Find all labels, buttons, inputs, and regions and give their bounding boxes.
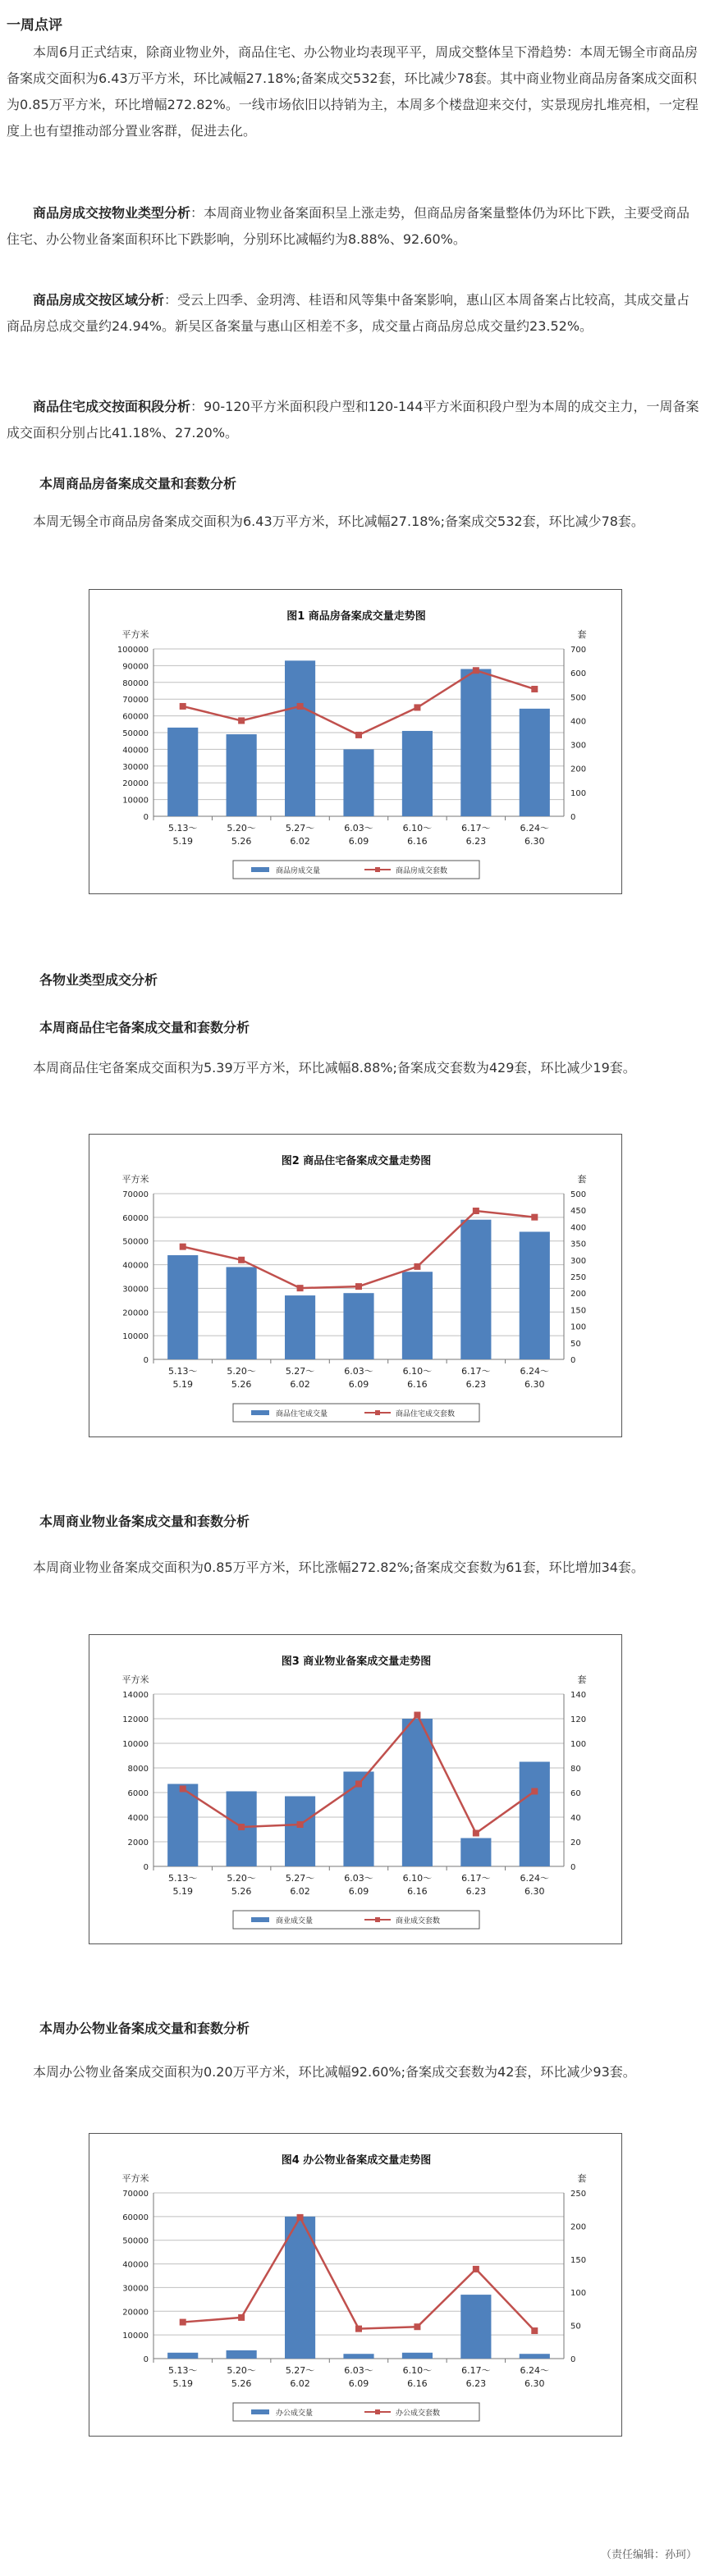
chart-2-svg xyxy=(89,1135,623,1438)
y-left-tick-label: 20000 xyxy=(122,2308,149,2318)
line-point xyxy=(355,732,362,738)
bar xyxy=(167,2353,198,2359)
line-point xyxy=(531,1788,538,1795)
bar xyxy=(285,1797,315,1867)
x-tick-label: 5.27～ xyxy=(285,1873,315,1884)
y-right-tick-label: 350 xyxy=(570,1240,587,1249)
x-tick-label: 6.16 xyxy=(407,2378,428,2389)
x-tick-label: 6.03～ xyxy=(344,823,373,834)
y-left-label: 平方米 xyxy=(121,2173,149,2184)
line-point xyxy=(473,667,479,674)
y-right-tick-label: 50 xyxy=(570,2322,581,2332)
x-tick-label: 6.10～ xyxy=(402,1366,433,1377)
y-left-tick-label: 70000 xyxy=(122,696,149,706)
y-left-tick-label: 10000 xyxy=(122,1740,149,1749)
bar xyxy=(402,1272,433,1359)
y-right-tick-label: 150 xyxy=(570,2255,587,2265)
y-right-label: 套 xyxy=(577,1674,587,1685)
x-tick-label: 6.17～ xyxy=(461,1873,491,1884)
y-left-tick-label: 2000 xyxy=(127,1838,149,1848)
x-tick-label: 6.23 xyxy=(465,1379,487,1390)
legend-swatch-marker xyxy=(375,1917,380,1922)
legend-swatch-marker xyxy=(375,867,380,872)
legend-label: 商品住宅成交量 xyxy=(276,1410,328,1418)
y-right-tick-label: 300 xyxy=(570,741,587,751)
y-right-tick-label: 0 xyxy=(570,813,576,822)
x-tick-label: 6.30 xyxy=(524,2378,545,2389)
y-left-tick-label: 0 xyxy=(143,1863,149,1872)
y-left-tick-label: 30000 xyxy=(122,1285,149,1295)
x-tick-label: 5.27～ xyxy=(285,823,315,834)
y-right-tick-label: 600 xyxy=(570,669,587,679)
y-left-tick-label: 60000 xyxy=(122,712,149,722)
line-point xyxy=(238,1257,245,1263)
legend-box xyxy=(233,1911,479,1929)
chart-4 xyxy=(89,2133,622,2437)
chart-3-svg xyxy=(89,1635,623,1945)
x-tick-label: 6.09 xyxy=(348,836,369,847)
y-left-tick-label: 0 xyxy=(143,2355,149,2364)
sec5-title: 本周办公物业备案成交量和套数分析 xyxy=(39,2021,250,2036)
x-tick-label: 6.17～ xyxy=(461,823,491,834)
line-point xyxy=(355,1283,362,1290)
bar xyxy=(460,2295,491,2359)
y-right-tick-label: 50 xyxy=(570,1339,581,1349)
line-point xyxy=(355,1781,362,1788)
line-point xyxy=(180,703,186,710)
legend-label: 商品房成交量 xyxy=(276,867,321,875)
x-tick-label: 6.03～ xyxy=(344,1873,373,1884)
x-tick-label: 6.09 xyxy=(348,1886,369,1897)
y-left-tick-label: 20000 xyxy=(122,1309,149,1318)
legend-swatch-bar xyxy=(251,2409,269,2414)
legend-label: 商业成交套数 xyxy=(396,1917,441,1925)
x-tick-label: 6.16 xyxy=(407,1886,428,1897)
x-tick-label: 6.03～ xyxy=(344,2365,373,2376)
y-left-tick-label: 4000 xyxy=(127,1814,149,1823)
legend-swatch-marker xyxy=(375,2409,380,2414)
bar xyxy=(285,1295,315,1359)
y-right-tick-label: 400 xyxy=(570,1223,587,1233)
analysis-by-type-label: 商品房成交按物业类型分析 xyxy=(33,205,191,221)
y-left-tick-label: 14000 xyxy=(122,1691,149,1700)
y-left-tick-label: 60000 xyxy=(122,1213,149,1223)
x-tick-label: 6.17～ xyxy=(461,2365,491,2376)
x-tick-label: 6.03～ xyxy=(344,1366,373,1377)
y-left-tick-label: 60000 xyxy=(122,2213,149,2222)
y-right-tick-label: 400 xyxy=(570,717,587,727)
chart-title: 图3 商业物业备案成交量走势图 xyxy=(281,1656,432,1668)
x-tick-label: 6.24～ xyxy=(520,1366,550,1377)
y-right-tick-label: 60 xyxy=(570,1789,581,1798)
line-point xyxy=(473,1208,479,1214)
y-left-label: 平方米 xyxy=(121,1174,149,1185)
line-point xyxy=(473,1830,479,1837)
y-right-tick-label: 250 xyxy=(570,1273,587,1282)
y-left-tick-label: 0 xyxy=(143,813,149,822)
y-right-tick-label: 500 xyxy=(570,693,587,703)
y-left-tick-label: 50000 xyxy=(122,1237,149,1247)
chart-2 xyxy=(89,1134,622,1437)
y-left-tick-label: 70000 xyxy=(122,2190,149,2199)
x-tick-label: 6.30 xyxy=(524,1886,545,1897)
chart-3 xyxy=(89,1634,622,1944)
analysis-by-area-text: ：90-120平方米面积段户型和120-144平方米面积段户型为本周的成交主力，一周备案成交面积分别占比41.18%、27.20%。 xyxy=(7,399,699,441)
line-point xyxy=(180,1244,186,1250)
x-tick-label: 6.10～ xyxy=(402,1873,433,1884)
line-point xyxy=(180,2319,186,2326)
legend-label: 办公成交量 xyxy=(276,2409,314,2418)
y-right-tick-label: 200 xyxy=(570,2222,587,2232)
line-point xyxy=(297,1821,304,1828)
editor-credit: （责任编辑：孙珂） xyxy=(600,2549,697,2561)
y-right-tick-label: 40 xyxy=(570,1814,581,1823)
analysis-by-type-text: ：本周商业物业备案面积呈上涨走势，但商品房备案量整体仍为环比下跌，主要受商品住宅、办公物业备案面积环比下跌影响，分别环比减幅约为8.88%、92.60%。 xyxy=(7,205,690,247)
y-right-tick-label: 450 xyxy=(570,1207,587,1217)
line-point xyxy=(297,2214,304,2221)
bar xyxy=(402,731,433,816)
x-tick-label: 5.27～ xyxy=(285,1366,315,1377)
y-left-tick-label: 10000 xyxy=(122,1332,149,1342)
x-tick-label: 5.20～ xyxy=(227,823,256,834)
bar xyxy=(227,1267,257,1359)
bar xyxy=(520,1231,550,1359)
x-tick-label: 6.24～ xyxy=(520,823,550,834)
x-tick-label: 6.09 xyxy=(348,1379,369,1390)
x-tick-label: 5.27～ xyxy=(285,2365,315,2376)
x-tick-label: 5.20～ xyxy=(227,2365,256,2376)
y-right-tick-label: 700 xyxy=(570,646,587,655)
y-right-tick-label: 120 xyxy=(570,1715,587,1724)
analysis-by-region-label: 商品房成交按区域分析 xyxy=(33,292,165,308)
x-tick-label: 5.13～ xyxy=(167,823,198,834)
sec3-title: 本周商品住宅备案成交量和套数分析 xyxy=(39,1020,250,1035)
y-right-tick-label: 80 xyxy=(570,1765,581,1774)
bar xyxy=(227,2350,257,2359)
chart-title: 图4 办公物业备案成交量走势图 xyxy=(281,2154,432,2167)
y-left-tick-label: 10000 xyxy=(122,2332,149,2341)
y-left-tick-label: 20000 xyxy=(122,779,149,789)
x-tick-label: 6.23 xyxy=(465,2378,487,2389)
sec1-title: 本周商品房备案成交量和套数分析 xyxy=(39,476,237,491)
y-left-tick-label: 10000 xyxy=(122,796,149,806)
line-point xyxy=(531,1214,538,1221)
x-tick-label: 6.30 xyxy=(524,1379,545,1390)
y-left-tick-label: 50000 xyxy=(122,729,149,738)
line-point xyxy=(414,2323,420,2330)
y-right-tick-label: 0 xyxy=(570,1356,576,1365)
x-tick-label: 6.17～ xyxy=(461,1366,491,1377)
sec2-heading: 各物业类型成交分析 xyxy=(39,972,158,988)
y-right-tick-label: 100 xyxy=(570,788,587,798)
section-heading-weekly-review: 一周点评 xyxy=(7,17,62,34)
y-right-tick-label: 100 xyxy=(570,1322,587,1332)
bar xyxy=(167,728,198,816)
x-tick-label: 5.13～ xyxy=(167,1873,198,1884)
x-tick-label: 6.16 xyxy=(407,836,428,847)
bar xyxy=(402,2353,433,2359)
legend-label: 商业成交量 xyxy=(276,1917,314,1925)
line-point xyxy=(473,2266,479,2272)
chart-4-svg xyxy=(89,2134,623,2437)
legend-swatch-bar xyxy=(251,1410,269,1415)
line-point xyxy=(297,1285,304,1291)
y-left-tick-label: 70000 xyxy=(122,1190,149,1199)
analysis-by-region-paragraph xyxy=(7,287,701,340)
y-right-tick-label: 200 xyxy=(570,1290,587,1299)
bar xyxy=(343,749,373,816)
bar xyxy=(460,1220,491,1359)
line-point xyxy=(414,1712,420,1719)
x-tick-label: 6.23 xyxy=(465,836,487,847)
bar xyxy=(520,1762,550,1867)
x-tick-label: 6.10～ xyxy=(402,2365,433,2376)
y-right-tick-label: 100 xyxy=(570,2289,587,2299)
line-point xyxy=(238,717,245,724)
x-tick-label: 5.26 xyxy=(231,1886,252,1897)
chart-1-svg xyxy=(89,590,623,895)
bar xyxy=(460,669,491,816)
x-tick-label: 5.19 xyxy=(172,836,193,847)
y-left-tick-label: 80000 xyxy=(122,678,149,688)
x-tick-label: 5.19 xyxy=(172,2378,193,2389)
sec1-text: 本周无锡全市商品房备案成交面积为6.43万平方米，环比减幅27.18%;备案成交532套，环比减少78套。 xyxy=(33,514,644,529)
sec3-text: 本周商品住宅备案成交面积为5.39万平方米，环比减幅8.88%;备案成交套数为429套，环比减少19套。 xyxy=(33,1060,636,1076)
y-left-tick-label: 30000 xyxy=(122,2284,149,2294)
x-tick-label: 5.26 xyxy=(231,2378,252,2389)
bar xyxy=(460,1838,491,1867)
analysis-by-region-text: ：受云上四季、金玥湾、桂语和风等集中备案影响，惠山区本周备案占比较高，其成交量占商品房总成交量约24.94%。新吴区备案量与惠山区相差不多，成交量占商品房总成交量约23.52%。 xyxy=(7,292,690,334)
y-right-tick-label: 100 xyxy=(570,1740,587,1749)
y-left-tick-label: 8000 xyxy=(127,1765,149,1774)
y-right-label: 套 xyxy=(577,2173,587,2184)
x-tick-label: 5.19 xyxy=(172,1379,193,1390)
y-left-label: 平方米 xyxy=(121,1674,149,1685)
line-point xyxy=(180,1786,186,1793)
x-tick-label: 5.13～ xyxy=(167,1366,198,1377)
x-tick-label: 5.19 xyxy=(172,1886,193,1897)
analysis-by-area-paragraph xyxy=(7,394,701,446)
x-tick-label: 5.13～ xyxy=(167,2365,198,2376)
x-tick-label: 6.16 xyxy=(407,1379,428,1390)
y-left-tick-label: 100000 xyxy=(117,646,149,655)
line-point xyxy=(297,703,304,710)
chart-title: 图2 商品住宅备案成交量走势图 xyxy=(281,1155,432,1167)
line-point xyxy=(531,686,538,692)
line-point xyxy=(414,1263,420,1270)
x-tick-label: 6.10～ xyxy=(402,823,433,834)
x-tick-label: 5.26 xyxy=(231,836,252,847)
bar xyxy=(520,709,550,816)
bar xyxy=(227,734,257,816)
chart-1 xyxy=(89,589,622,894)
x-tick-label: 6.02 xyxy=(290,836,310,847)
y-left-tick-label: 30000 xyxy=(122,762,149,772)
sec5-text: 本周办公物业备案成交面积为0.20万平方米，环比减幅92.60%;备案成交套数为42套，环比减少93套。 xyxy=(33,2064,636,2080)
y-right-tick-label: 250 xyxy=(570,2190,587,2199)
y-right-tick-label: 0 xyxy=(570,2355,576,2364)
y-right-tick-label: 500 xyxy=(570,1190,587,1199)
x-tick-label: 6.30 xyxy=(524,836,545,847)
x-tick-label: 6.24～ xyxy=(520,2365,550,2376)
y-right-tick-label: 200 xyxy=(570,765,587,774)
x-tick-label: 6.23 xyxy=(465,1886,487,1897)
bar xyxy=(343,2354,373,2359)
y-left-label: 平方米 xyxy=(121,629,149,640)
sec4-text: 本周商业物业备案成交面积为0.85万平方米，环比涨幅272.82%;备案成交套数为61套，环比增加34套。 xyxy=(33,1560,644,1575)
y-right-tick-label: 300 xyxy=(570,1256,587,1266)
y-left-tick-label: 40000 xyxy=(122,746,149,756)
analysis-by-area-label: 商品住宅成交按面积段分析 xyxy=(33,399,191,414)
x-tick-label: 5.26 xyxy=(231,1379,252,1390)
x-tick-label: 5.20～ xyxy=(227,1873,256,1884)
bar xyxy=(402,1719,433,1866)
x-tick-label: 6.24～ xyxy=(520,1873,550,1884)
x-tick-label: 6.02 xyxy=(290,1379,310,1390)
legend-box xyxy=(233,2403,479,2421)
y-right-tick-label: 150 xyxy=(570,1306,587,1316)
bar xyxy=(285,660,315,816)
line-point xyxy=(355,2326,362,2332)
x-tick-label: 6.02 xyxy=(290,1886,310,1897)
line-point xyxy=(414,704,420,710)
legend-label: 商品住宅成交套数 xyxy=(396,1410,456,1418)
bar xyxy=(167,1255,198,1359)
legend-label: 办公成交套数 xyxy=(396,2409,441,2418)
chart-title: 图1 商品房备案成交量走势图 xyxy=(286,610,426,623)
bar xyxy=(343,1293,373,1359)
legend-label: 商品房成交套数 xyxy=(396,867,448,875)
y-right-label: 套 xyxy=(577,629,587,640)
y-left-tick-label: 50000 xyxy=(122,2236,149,2246)
legend-swatch-marker xyxy=(375,1410,380,1415)
line-point xyxy=(531,2327,538,2334)
y-left-tick-label: 40000 xyxy=(122,1261,149,1271)
y-left-tick-label: 40000 xyxy=(122,2260,149,2270)
y-left-tick-label: 0 xyxy=(143,1356,149,1365)
bar xyxy=(520,2354,550,2359)
legend-swatch-bar xyxy=(251,867,269,872)
y-right-tick-label: 140 xyxy=(570,1691,587,1700)
y-right-tick-label: 20 xyxy=(570,1838,581,1848)
analysis-by-type-paragraph xyxy=(7,200,701,253)
x-tick-label: 5.20～ xyxy=(227,1366,256,1377)
y-left-tick-label: 12000 xyxy=(122,1715,149,1724)
legend-swatch-bar xyxy=(251,1917,269,1922)
x-tick-label: 6.02 xyxy=(290,2378,310,2389)
line-point xyxy=(238,1824,245,1830)
x-tick-label: 6.09 xyxy=(348,2378,369,2389)
y-left-tick-label: 90000 xyxy=(122,662,149,672)
y-right-label: 套 xyxy=(577,1174,587,1185)
sec4-title: 本周商业物业备案成交量和套数分析 xyxy=(39,1514,250,1529)
y-left-tick-label: 6000 xyxy=(127,1789,149,1798)
line-point xyxy=(238,2314,245,2321)
y-right-tick-label: 0 xyxy=(570,1863,576,1872)
intro-paragraph: 本周6月正式结束，除商业物业外，商品住宅、办公物业均表现平平，周成交整体呈下滑趋势：本周无锡全市商品房备案成交面积为6.43万平方米，环比减幅27.18%;备案成交532套，环比减少78套。其中商业物业商品房备案成交面积为0.85万平方米，环比增幅272.82%。一线市场依旧以持销为主，本周多个楼盘迎来交付，实景现房扎堆亮相，一定程度上也有望推动部分置业客群，促进去化。 xyxy=(7,44,699,139)
